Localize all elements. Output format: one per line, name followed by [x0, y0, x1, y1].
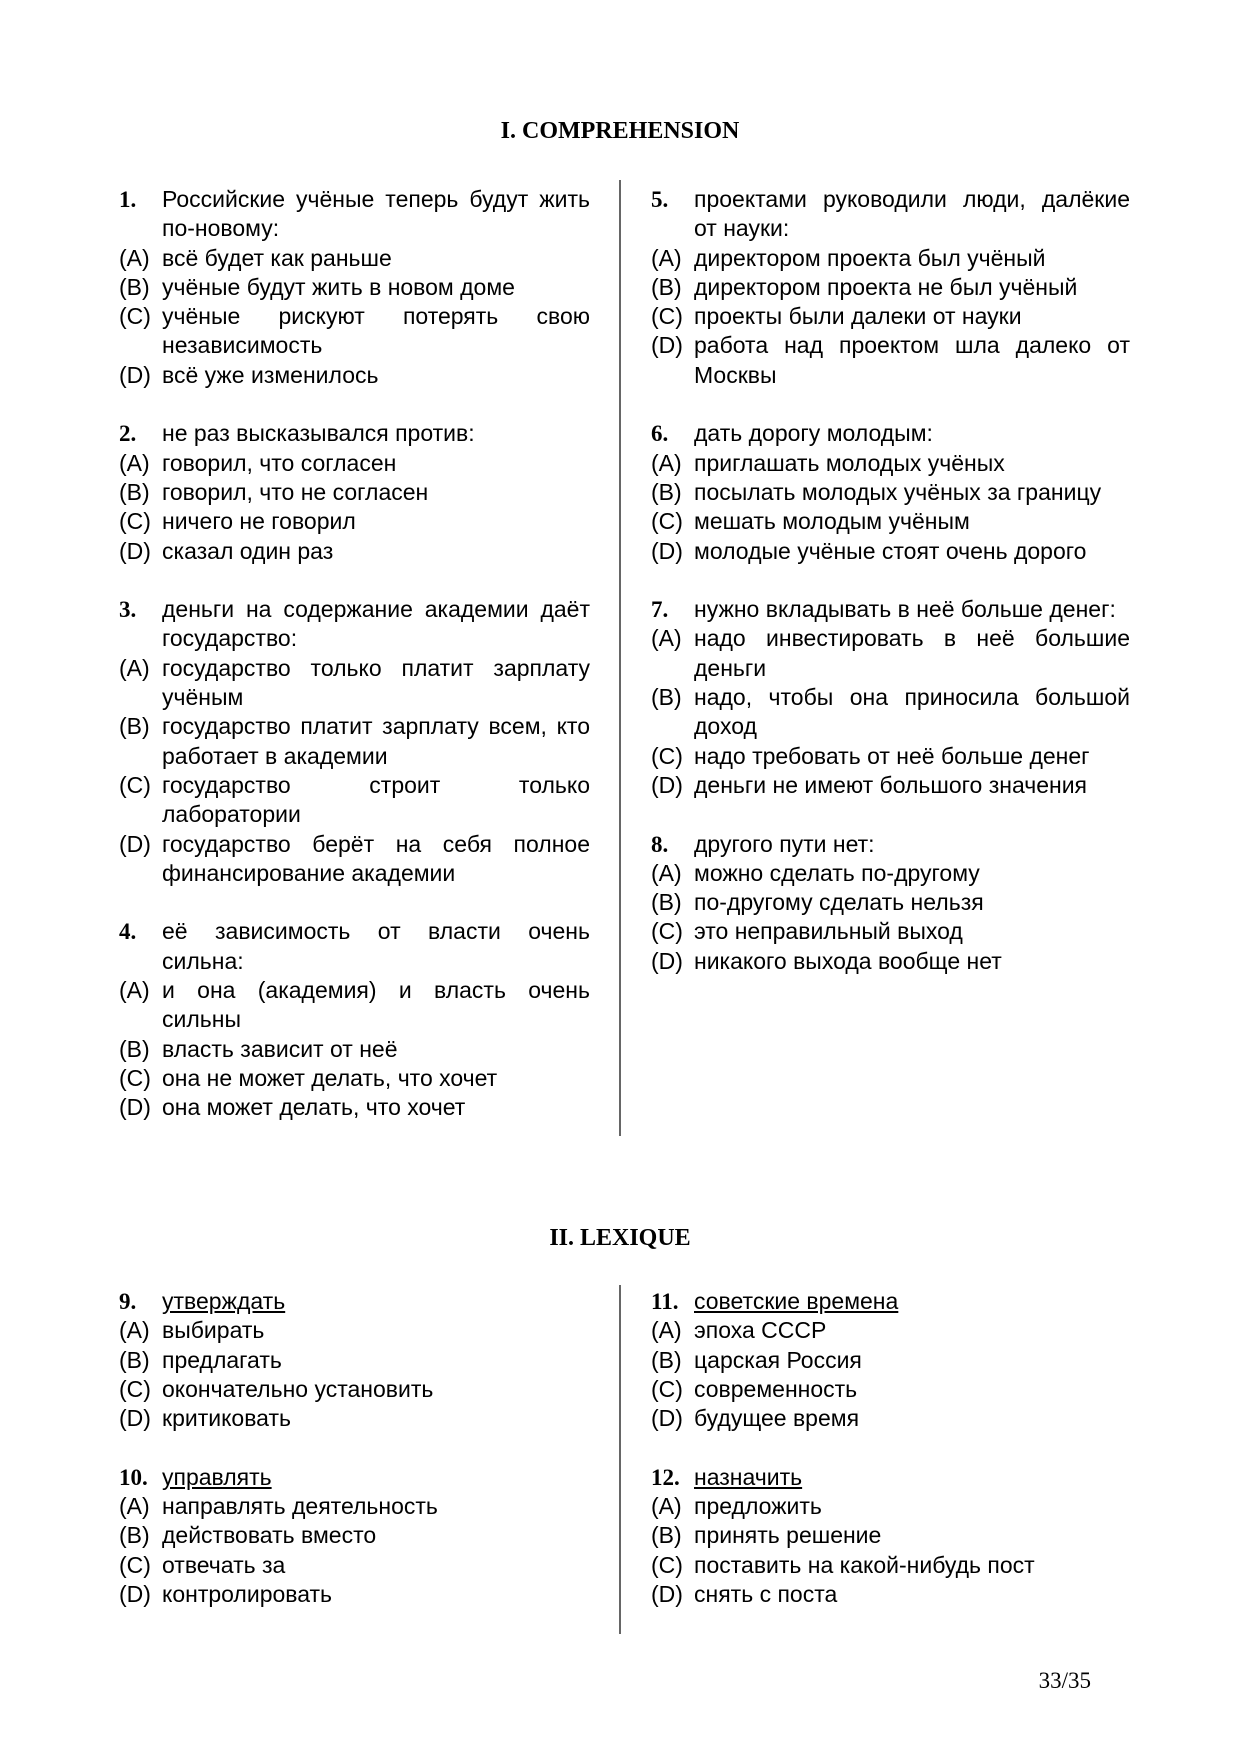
- option-label: (D): [119, 537, 151, 564]
- option-text: государство строит только лаборатории: [162, 771, 590, 828]
- lexique-left-column: [119, 1287, 590, 1639]
- option-label: (A): [651, 244, 682, 271]
- option-text: направлять деятельность: [162, 1493, 438, 1520]
- question: [119, 419, 590, 565]
- option-text: ничего не говорил: [162, 508, 356, 535]
- option-label: (D): [651, 332, 683, 359]
- option-label: (D): [119, 830, 151, 857]
- option-text: поставить на какой-нибудь пост: [694, 1551, 1035, 1578]
- answer-option: [119, 507, 590, 536]
- option-label: (B): [119, 1522, 150, 1549]
- option-text: работа над проектом шла далеко от Москвы: [694, 332, 1130, 388]
- question-stem: Российские учёные теперь будут жить по-новому:: [162, 186, 590, 242]
- option-text: деньги не имеют большого значения: [694, 771, 1088, 798]
- answer-option: [119, 449, 590, 478]
- answer-option: [651, 1492, 1130, 1521]
- answer-option: [119, 302, 590, 361]
- question: [119, 1287, 590, 1433]
- option-text: и она (академия) и власть очень сильны: [162, 977, 590, 1033]
- question-number: 7.: [651, 597, 669, 623]
- column-divider: [619, 1285, 621, 1634]
- question-stem-row: [119, 917, 590, 976]
- question-stem: назначить: [694, 1463, 803, 1490]
- question-number: 6.: [651, 421, 669, 447]
- question-number: 5.: [651, 187, 669, 212]
- option-text: современность: [694, 1375, 858, 1402]
- option-label: (C): [651, 918, 683, 945]
- option-label: (D): [119, 361, 151, 388]
- comprehension-left-column: [119, 185, 590, 1152]
- option-label: (D): [119, 1094, 151, 1121]
- option-label: (A): [651, 1493, 682, 1520]
- lexique-right-column: [651, 1287, 1130, 1639]
- option-label: (A): [119, 977, 150, 1004]
- answer-option: [651, 537, 1130, 566]
- question: [119, 185, 590, 390]
- option-label: (B): [119, 478, 150, 505]
- section-title-comprehension: I. COMPREHENSION: [500, 118, 740, 144]
- option-label: (A): [651, 449, 682, 476]
- option-text: критиковать: [162, 1405, 291, 1432]
- option-label: (A): [119, 654, 150, 681]
- question-stem-row: [651, 419, 1130, 448]
- answer-option: [119, 976, 590, 1035]
- option-label: (A): [119, 244, 150, 271]
- question: [651, 595, 1130, 800]
- option-text: по-другому сделать нельзя: [694, 889, 984, 916]
- option-text: царская Россия: [694, 1346, 862, 1373]
- option-text: принять решение: [694, 1522, 882, 1549]
- question-stem-row: [651, 1287, 1130, 1316]
- option-text: надо требовать от неё больше денег: [694, 742, 1090, 769]
- option-label: (C): [651, 742, 683, 769]
- answer-option: [651, 1551, 1130, 1580]
- answer-option: [651, 947, 1130, 976]
- option-label: (A): [119, 449, 150, 476]
- column-divider: [619, 180, 621, 1136]
- option-text: это неправильный выход: [694, 918, 963, 945]
- option-label: (D): [651, 1405, 683, 1432]
- option-label: (B): [651, 684, 682, 711]
- option-label: (B): [651, 273, 682, 300]
- answer-option: [651, 1404, 1130, 1433]
- question: [119, 595, 590, 888]
- question-stem: другого пути нет:: [694, 830, 875, 857]
- answer-option: [119, 244, 590, 273]
- answer-option: [651, 1580, 1130, 1609]
- answer-option: [651, 624, 1130, 683]
- answer-option: [119, 654, 590, 713]
- answer-option: [119, 712, 590, 771]
- answer-option: [651, 683, 1130, 742]
- option-text: говорил, что согласен: [162, 449, 397, 476]
- option-text: говорил, что не согласен: [162, 478, 429, 505]
- answer-option: [119, 1093, 590, 1122]
- option-label: (C): [651, 1375, 683, 1402]
- option-text: всё будет как раньше: [162, 244, 392, 271]
- option-text: приглашать молодых учёных: [694, 449, 1005, 476]
- question-stem: дать дорогу молодым:: [694, 420, 933, 447]
- option-label: (C): [651, 303, 683, 330]
- question-stem: деньги на содержание академии даёт государство:: [162, 596, 590, 652]
- question-number: 9.: [119, 1289, 137, 1314]
- answer-option: [119, 1035, 590, 1064]
- option-text: власть зависит от неё: [162, 1035, 398, 1062]
- answer-option: [651, 331, 1130, 390]
- question-stem: советские времена: [694, 1288, 899, 1314]
- question-number: 12.: [651, 1464, 680, 1490]
- option-label: (B): [651, 1346, 682, 1373]
- question-stem: её зависимость от власти очень сильна:: [162, 918, 590, 974]
- question-number: 2.: [119, 421, 137, 447]
- question-number: 3.: [119, 597, 137, 623]
- answer-option: [119, 1580, 590, 1609]
- option-text: молодые учёные стоят очень дорого: [694, 537, 1087, 564]
- question-stem-row: [119, 185, 590, 244]
- option-text: выбирать: [162, 1317, 265, 1344]
- option-label: (A): [119, 1317, 150, 1344]
- option-label: (A): [651, 1317, 682, 1344]
- answer-option: [119, 1404, 590, 1433]
- answer-option: [119, 537, 590, 566]
- option-text: всё уже изменилось: [162, 361, 379, 388]
- question-stem: управлять: [162, 1463, 272, 1490]
- answer-option: [119, 1521, 590, 1550]
- answer-option: [651, 888, 1130, 917]
- option-text: эпоха СССР: [694, 1317, 827, 1344]
- question-stem: утверждать: [162, 1288, 286, 1314]
- question-stem-row: [651, 830, 1130, 859]
- option-label: (C): [119, 771, 151, 798]
- answer-option: [119, 1551, 590, 1580]
- question-number: 1.: [119, 187, 137, 212]
- option-text: учёные рискуют потерять свою независимость: [162, 303, 590, 359]
- option-label: (C): [119, 1064, 151, 1091]
- answer-option: [651, 1521, 1130, 1550]
- option-text: она может делать, что хочет: [162, 1094, 466, 1121]
- option-text: предлагать: [162, 1346, 282, 1373]
- option-text: государство только платит зарплату учёным: [162, 654, 590, 711]
- option-label: (A): [651, 625, 682, 652]
- option-label: (C): [119, 508, 151, 535]
- answer-option: [651, 742, 1130, 771]
- question: [651, 1463, 1130, 1609]
- option-text: сказал один раз: [162, 537, 334, 564]
- answer-option: [119, 1064, 590, 1093]
- option-text: отвечать за: [162, 1551, 286, 1578]
- question: [651, 1287, 1130, 1433]
- option-label: (C): [651, 1551, 683, 1578]
- question-stem: не раз высказывался против:: [162, 420, 475, 447]
- answer-option: [651, 507, 1130, 536]
- question-stem-row: [651, 595, 1130, 624]
- question-stem-row: [119, 1287, 590, 1316]
- answer-option: [651, 273, 1130, 302]
- option-label: (D): [119, 1580, 151, 1607]
- option-text: мешать молодым учёным: [694, 508, 970, 535]
- option-label: (D): [119, 1405, 151, 1432]
- answer-option: [651, 1375, 1130, 1404]
- question-stem: проектами руководили люди, далёкие от науки:: [694, 186, 1130, 242]
- option-label: (C): [119, 1551, 151, 1578]
- answer-option: [651, 917, 1130, 946]
- option-text: контролировать: [162, 1580, 333, 1607]
- option-label: (D): [651, 771, 683, 798]
- question-stem-row: [119, 1463, 590, 1492]
- option-label: (B): [119, 273, 150, 300]
- option-label: (A): [651, 859, 682, 886]
- question-stem-row: [651, 1463, 1130, 1492]
- question-number: 4.: [119, 919, 137, 945]
- option-text: надо, чтобы она приносила большой доход: [694, 684, 1130, 740]
- comprehension-right-column: [651, 185, 1130, 1005]
- answer-option: [651, 1346, 1130, 1375]
- option-label: (D): [651, 1580, 683, 1607]
- question-stem-row: [119, 419, 590, 448]
- option-text: директором проекта не был учёный: [694, 273, 1078, 300]
- option-label: (B): [119, 1035, 150, 1062]
- answer-option: [119, 830, 590, 889]
- option-label: (B): [119, 1346, 150, 1373]
- question: [651, 830, 1130, 976]
- option-label: (D): [651, 537, 683, 564]
- question-stem-row: [651, 185, 1130, 244]
- option-text: государство берёт на себя полное финансирование академии: [162, 830, 590, 886]
- question-stem-row: [119, 595, 590, 654]
- option-text: посылать молодых учёных за границу: [694, 478, 1102, 505]
- answer-option: [119, 273, 590, 302]
- answer-option: [119, 1316, 590, 1345]
- answer-option: [651, 478, 1130, 507]
- option-text: государство платит зарплату всем, кто работает в академии: [162, 713, 590, 769]
- option-text: надо инвестировать в неё большие деньги: [694, 625, 1130, 681]
- option-label: (C): [119, 303, 151, 330]
- option-text: директором проекта был учёный: [694, 244, 1046, 271]
- option-label: (B): [651, 478, 682, 505]
- option-text: никакого выхода вообще нет: [694, 947, 1002, 974]
- answer-option: [651, 244, 1130, 273]
- option-label: (D): [651, 947, 683, 974]
- question: [119, 1463, 590, 1609]
- option-text: она не может делать, что хочет: [162, 1064, 498, 1091]
- option-text: можно сделать по-другому: [694, 859, 980, 886]
- option-label: (B): [119, 713, 150, 740]
- option-text: учёные будут жить в новом доме: [162, 273, 515, 300]
- option-text: проекты были далеки от науки: [694, 303, 1022, 330]
- answer-option: [651, 449, 1130, 478]
- answer-option: [119, 1346, 590, 1375]
- option-text: предложить: [694, 1493, 822, 1520]
- answer-option: [119, 1492, 590, 1521]
- option-label: (B): [651, 1522, 682, 1549]
- question-stem: нужно вкладывать в неё больше денег:: [694, 596, 1116, 623]
- option-text: снять с поста: [694, 1580, 838, 1607]
- option-label: (A): [119, 1493, 150, 1520]
- option-text: действовать вместо: [162, 1522, 377, 1549]
- answer-option: [119, 1375, 590, 1404]
- answer-option: [119, 771, 590, 830]
- answer-option: [651, 302, 1130, 331]
- answer-option: [651, 1316, 1130, 1345]
- option-label: (B): [651, 889, 682, 916]
- answer-option: [651, 771, 1130, 800]
- answer-option: [119, 478, 590, 507]
- option-label: (C): [119, 1375, 151, 1402]
- question-number: 8.: [651, 831, 669, 857]
- option-label: (C): [651, 508, 683, 535]
- question: [651, 419, 1130, 565]
- answer-option: [119, 361, 590, 390]
- question: [119, 917, 590, 1122]
- answer-option: [651, 859, 1130, 888]
- question-number: 10.: [119, 1464, 148, 1490]
- section-title-lexique: II. LEXIQUE: [549, 1225, 691, 1251]
- option-text: окончательно установить: [162, 1375, 434, 1402]
- option-text: будущее время: [694, 1405, 860, 1432]
- page-number: 33/35: [1038, 1668, 1091, 1693]
- question: [651, 185, 1130, 390]
- question-number: 11.: [651, 1289, 679, 1314]
